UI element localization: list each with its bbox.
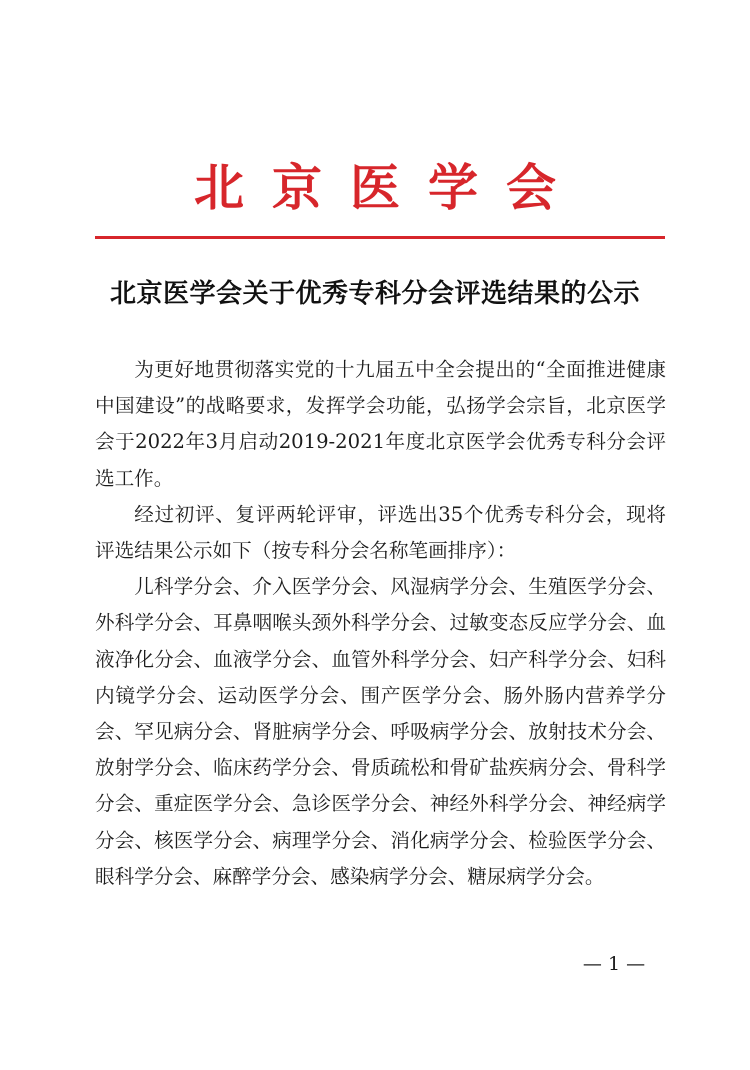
page-number: — 1 — (582, 953, 646, 975)
paragraph-intro: 为更好地贯彻落实党的十九届五中全会提出的“全面推进健康中国建设”的战略要求，发挥学会功能，弘扬学会宗旨，北京医学会于2022年3月启动2019-2021年度北京医学会优秀专科分会评选工作。 (95, 358, 666, 490)
document-title: 北京医学会关于优秀专科分会评选结果的公示 (109, 279, 640, 309)
paragraph-branch-list: 儿科学分会、介入医学分会、风湿病学分会、生殖医学分会、外科学分会、耳鼻咽喉头颈外科学分会、过敏变态反应学分会、血液净化分会、血液学分会、血管外科学分会、妇产科学分会、妇科内镜学分会、运动医学分会、围产医学分会、肠外肠内营养学分会、罕见病分会、肾脏病学分会、呼吸病学分会、放射技术分会、放射学分会、临床药学分会、骨质疏松和骨矿盐疾病分会、骨科学分会、重症医学分会、急诊医学分会、神经外科学分会、神经病学分会、核医学分会、病理学分会、消化病学分会、检验医学分会、眼科学分会、麻醉学分会、感染病学分会、糖尿病学分会。 (95, 575, 666, 888)
letterhead-org-name: 北京医学会 (194, 158, 584, 217)
paragraph-review-result: 经过初评、复评两轮评审，评选出35个优秀专科分会，现将评选结果公示如下（按专科分会名称笔画排序）： (95, 502, 666, 563)
document-body (95, 352, 666, 895)
letterhead-red-rule (95, 236, 665, 239)
